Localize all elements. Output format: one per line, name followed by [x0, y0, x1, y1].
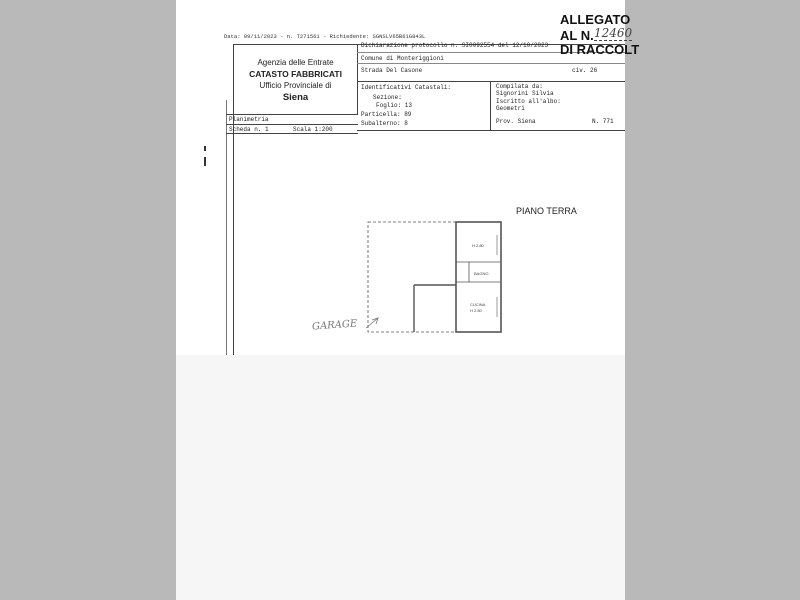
request-header-note: Data: 09/11/2023 - n. T271561 - Richiedente: SGNSLV65B61G843L	[224, 33, 426, 40]
declaration-row-2-line	[357, 63, 625, 64]
particella-field: Particella: 89	[361, 111, 412, 118]
ufficio-label: Ufficio Provinciale di	[259, 81, 332, 90]
subalterno-field: Subalterno: 8	[361, 120, 408, 127]
iscrizione-number: N. 771	[592, 118, 614, 125]
garage-arrow-mark	[364, 312, 394, 332]
iscritto-label: Iscritto all'albo:	[496, 98, 561, 105]
al-numero-handwritten: 12460	[594, 26, 633, 40]
identificativi-title: Identificativi Catastali:	[361, 84, 452, 91]
room-height-label: H 2.80	[472, 243, 484, 248]
allegato-stamp: ALLEGATO	[560, 12, 631, 27]
planimetria-top-line	[226, 114, 358, 115]
margin-mark-top	[204, 146, 206, 151]
raccolta-label: DI RACCOLT	[560, 42, 640, 57]
planimetria-label: Planimetria	[229, 116, 269, 123]
frame-left-outer-line	[226, 100, 227, 355]
office-box-right-line	[357, 44, 358, 114]
margin-mark-bottom	[204, 157, 206, 166]
scala-label: Scala 1:200	[293, 126, 333, 133]
scheda-label: Scheda n. 1	[229, 126, 269, 133]
page-lower-scan-area	[176, 355, 625, 600]
sezione-field: Sezione:	[373, 94, 402, 101]
declaration-bottom-line	[357, 81, 625, 82]
comune-line: Comune di Monteriggioni	[361, 55, 444, 62]
catasto-title: CATASTO FABBRICATI	[249, 69, 342, 79]
compilata-title: Compilata da:	[496, 83, 543, 90]
planimetria-mid-line	[226, 124, 358, 125]
foglio-field: Foglio: 13	[376, 102, 413, 109]
protocollo-line: Dichiarazione protocollo n. SI0092554 del 12/10/2023	[361, 42, 549, 49]
document-page	[176, 0, 640, 600]
identificativi-bottom-line	[357, 130, 625, 131]
garage-handwritten-note: GARAGE	[311, 318, 358, 333]
strada-line: Strada Del Casone	[361, 67, 423, 74]
frame-left-line	[233, 44, 234, 355]
albo-value: Geometri	[496, 105, 525, 112]
unit-outer-wall	[456, 222, 501, 332]
provincia-field: Prov. Siena	[496, 118, 536, 125]
planimetria-bottom-line	[226, 133, 358, 134]
al-numero-label: AL N.	[560, 28, 594, 43]
compilata-name: Signorini Silvia	[496, 90, 554, 97]
civico-line: civ. 26	[572, 67, 598, 74]
cucina-height-label: H 2.80	[470, 308, 482, 313]
cucina-label: CUCINA	[470, 302, 486, 307]
identificativi-divider-line	[490, 81, 491, 130]
bagno-label: BAGNO	[474, 271, 489, 276]
floor-label: PIANO TERRA	[516, 206, 577, 216]
agency-name: Agenzia delle Entrate	[257, 58, 334, 67]
city-name: Siena	[282, 92, 309, 103]
